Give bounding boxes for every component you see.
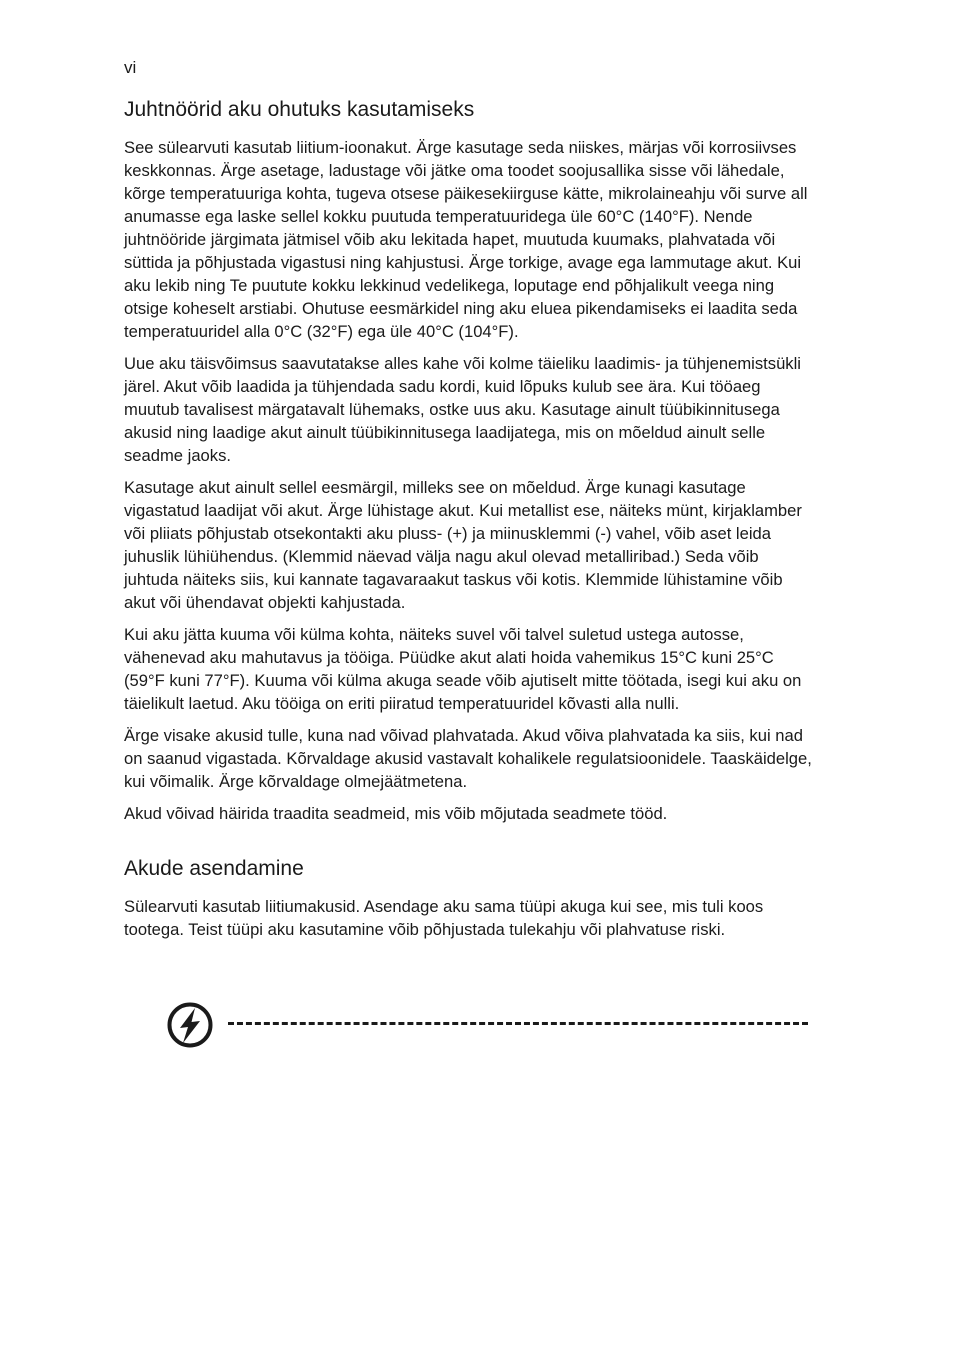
paragraph: Sülearvuti kasutab liitiumakusid. Asendage aku sama tüüpi akuga kui see, mis tuli koos tootega. Teist tüüpi aku kasutamine võib põhjustada tulekahju või plahvatuse riski.	[124, 897, 764, 939]
paragraph: See sülearvuti kasutab liitium-ioonakut. Ärge kasutage seda niiskes, märjas või korrosiivses keskkonnas. Ärge asetage, ladustage või jätke oma toodet soojusallika sisse või lähedale, kõrge temperatuuriga kohta, tugeva otsese päikesekiirguse kätte, mikrolaineahju või surve all anumasse ega laske sellel kokku puutuda temperatuuridega üle 60°C (140°F). Nende juhtnööride järgimata jätmisel võib aku lekitada hapet, muutuda kuumaks, plahvatada või süttida ja põhjustada vigastusi ning kahjustusi. Ärge torkige, avage ega lammutage akut. Kui aku lekib ning Te puutute kokku lekkinud vedelikega, loputage end põhjalikult veega ning otsige koheselt arstiabi. Ohutuse eesmärkidel ning aku eluea pikendamiseks ei laadita seda temperatuuridel alla 0°C (32°F) ega üle 40°C (104°F).	[124, 138, 808, 341]
warning-notice	[166, 1001, 812, 1049]
page-content	[124, 96, 814, 950]
section-title-battery-replacement: Akude asendamine	[124, 857, 304, 880]
paragraph: Kui aku jätta kuuma või külma kohta, näiteks suvel või talvel suletud ustega autosse, vähenevad aku mahutavus ja tööiga. Püüdke akut alati hoida vahemikus 15°C kuni 25°C (59°F kuni 77°F). Kuuma või külma akuga seade võib ajutiselt mitte töötada, isegi kui aku on täielikult laetud. Aku tööiga on eriti piiratud temperatuuridel kõvasti alla nulli.	[124, 625, 802, 713]
lightning-warning-icon	[166, 1001, 214, 1049]
section-title-battery-safety: Juhtnöörid aku ohutuks kasutamiseks	[124, 98, 475, 121]
dashed-separator	[228, 1022, 808, 1025]
paragraph: Kasutage akut ainult sellel eesmärgil, milleks see on mõeldud. Ärge kunagi kasutage vigastatud laadijat või akut. Ärge lühistage akut. Kui metallist ese, näiteks münt, kirjaklamber või pliiats põhjustab otsekontakti aku pluss- (+) ja miinusklemmi (-) vahel, võib aset leida juhuslik lühiühendus. (Klemmid näevad välja nagu akul olevad metalliribad.) Seda võib juhtuda näiteks siis, kui kannate tagavaraakut taskus või kotis. Klemmide lühistamine võib akut või ühendavat objekti kahjustada.	[124, 478, 802, 612]
paragraph: Ärge visake akusid tulle, kuna nad võivad plahvatada. Akud võiva plahvatada ka siis, kui nad on saanud vigastada. Kõrvaldage akusid vastavalt kohalikele regulatsioonidele. Taaskäidelge, kui võimalik. Ärge kõrvaldage olmejäätmetena.	[124, 726, 812, 791]
paragraph: Uue aku täisvõimsus saavutatakse alles kahe või kolme täieliku laadimis- ja tühjenemistsükli järel. Akut võib laadida ja tühjendada sadu kordi, kuid lõpuks kulub see ära. Kui tööaeg muutub tavalisest märgatavalt lühemaks, ostke uus aku. Kasutage ainult tüübikinnitusega akusid ning laadige akut ainult tüübikinnitusega laadijatega, mis on mõeldud ainult selle seadme jaoks.	[124, 354, 801, 465]
paragraph: Akud võivad häirida traadita seadmeid, mis võib mõjutada seadmete tööd.	[124, 804, 668, 823]
page-number: vi	[124, 58, 137, 77]
